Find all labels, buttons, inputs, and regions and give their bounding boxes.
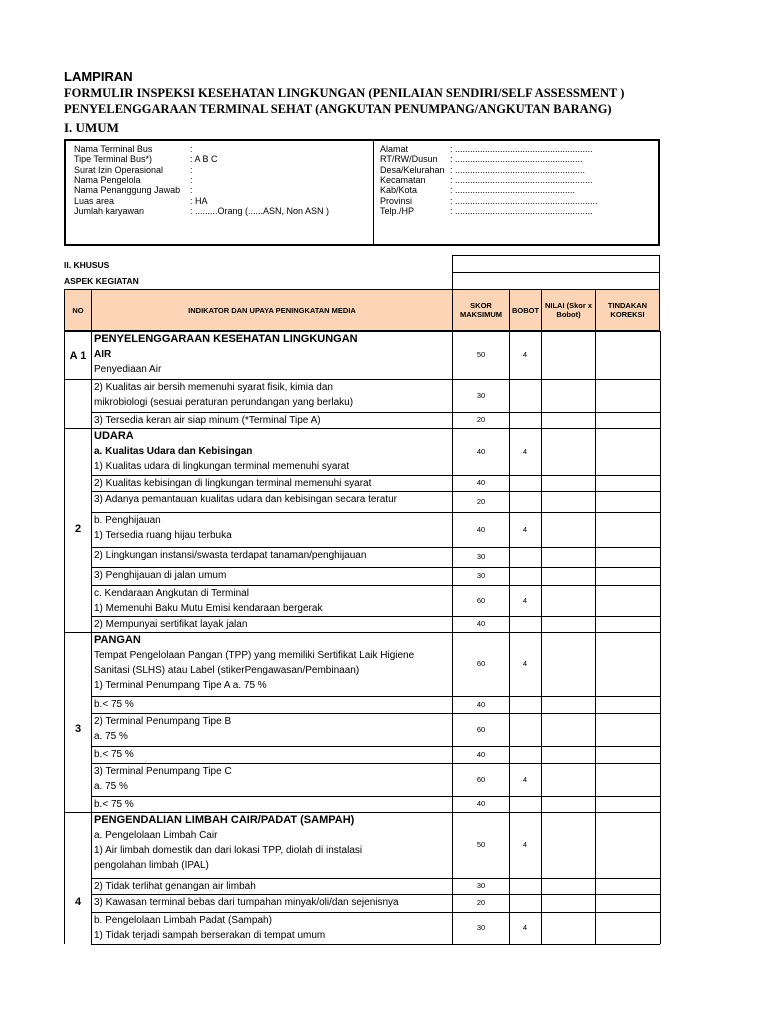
no-group-line [64,331,92,332]
indikator-line: 2) Kualitas air bersih memenuhi syarat fisik, kimia dan [94,382,333,393]
form-title-line2: PENYELENGGARAAN TERMINAL SEHAT (ANGKUTAN PENUMPANG/ANGKUTAN BARANG) [64,102,612,116]
indikator-cell [94,513,232,543]
info-left-value: : .........Orang (......ASN, Non ASN ) [190,205,330,216]
indikator-line: PENGENDALIAN LIMBAH CAIR/PADAT (SAMPAH) [94,814,355,826]
table-row-line [91,796,660,797]
bobot-cell: 4 [522,923,528,932]
header-blank-box-2 [452,272,660,290]
indikator-line: 1) Memenuhi Baku Mutu Emisi kendaraan bergerak [94,603,323,614]
info-left-label: Nama Terminal Bus [74,144,153,154]
info-left-label: Luas area [74,195,115,206]
info-right-value: : .................................................... [450,164,586,175]
skor-cell: 20 [476,496,486,506]
table-column-line [541,331,542,944]
indikator-cell [94,895,399,910]
skor-cell: 30 [476,881,486,890]
indikator-line: a. Pengelolaan Limbah Cair [94,830,218,841]
indikator-line: 1) Kualitas udara di lingkungan terminal memenuhi syarat [94,461,350,472]
indikator-line: 3) Kawasan terminal bebas dari tumpahan minyak/oli/dan sejenisnya [94,897,399,908]
skor-cell: 40 [476,699,486,709]
indikator-cell [94,747,134,762]
no-group-line [64,632,92,633]
no-group-line [64,812,92,813]
indikator-cell [94,413,321,428]
bobot-cell: 4 [522,659,528,668]
info-left-label: Nama Pengelola [74,174,141,185]
col-header-indikator: INDIKATOR DAN UPAYA PENINGKATAN MEDIA [91,289,453,331]
indikator-cell [94,586,322,616]
skor-cell: 30 [476,552,486,561]
indikator-line: b.< 75 % [94,749,134,760]
bobot-cell: 4 [522,774,528,784]
info-left-value: : A B C [190,154,218,165]
skor-cell: 30 [476,923,486,932]
indikator-line: c. Kendaraan Angkutan di Terminal [94,588,249,599]
bobot-cell: 4 [522,350,528,359]
no-group-line [64,428,92,429]
col-header-bobot: BOBOT [509,289,542,331]
indikator-line: 2) Kualitas kebisingan di lingkungan terminal memenuhi syarat [94,478,372,489]
info-left-value: : [190,174,193,185]
skor-cell: 60 [476,595,486,605]
indikator-line: mikrobiologi (sesuai peraturan perundangan yang berlaku) [94,397,354,408]
indikator-cell [94,764,232,794]
indikator-cell [94,797,134,812]
indikator-line: 1) Tidak terjadi sampah berserakan di tempat umum [94,930,326,941]
info-left-label: Jumlah karyawan [74,205,145,216]
skor-cell: 40 [476,749,486,759]
indikator-cell [94,548,366,563]
indikator-cell [94,913,325,943]
skor-cell: 40 [476,478,486,487]
table-column-line [660,331,661,944]
table-column-line [91,331,92,944]
indikator-line: 1) Terminal Penumpang Tipe A a. 75 % [94,680,267,691]
info-right-value: : ....................................................... [450,205,593,216]
info-left-value: : [190,185,193,196]
row-number: A 1 [69,350,87,362]
no-group-line [64,379,92,380]
info-right-value: : ....................................................... [450,174,593,185]
info-left-value: : [190,164,193,175]
skor-cell: 40 [476,524,486,534]
bobot-cell: 4 [522,840,528,849]
indikator-cell [94,568,226,583]
skor-cell: 40 [476,446,486,456]
indikator-line: b. Penghijauan [94,515,161,526]
indikator-line: 3) Tersedia keran air siap minum (*Terminal Tipe A) [94,415,321,426]
form-title-line1: FORMULIR INSPEKSI KESEHATAN LINGKUNGAN (PENILAIAN SENDIRI/SELF ASSESSMENT ) [64,86,625,100]
indikator-cell [94,492,397,507]
indikator-line: Sanitasi (SLHS) atau Label (stikerPengawasan/Pembinaan) [94,665,360,676]
indikator-line: b. Pengelolaan Limbah Padat (Sampah) [94,915,272,926]
indikator-line: Penyediaan Air [94,364,162,375]
info-box-divider [373,141,374,244]
skor-cell: 20 [476,898,486,907]
indikator-line: 3) Adanya pemantauan kualitas udara dan kebisingan secara teratur [94,494,397,505]
indikator-cell [94,332,358,377]
bobot-cell: 4 [522,595,528,605]
info-left-label: Surat Izin Operasional [74,164,164,175]
row-number: 2 [74,522,82,535]
table-column-line [595,331,596,944]
row-number: 4 [74,896,82,908]
col-header-skor: SKOR MAKSIMUM [452,289,510,331]
indikator-cell [94,813,362,873]
skor-cell: 60 [476,774,486,784]
info-right-label: Provinsi [380,195,413,206]
table-column-line [64,331,65,944]
indikator-line: 2) Tidak terlihat genangan air limbah [94,881,256,892]
indikator-line: a. Kualitas Udara dan Kebisingan [94,446,253,457]
info-right-value: : ................................................... [450,154,583,165]
skor-cell: 40 [476,799,486,808]
indikator-cell [94,879,256,894]
info-left-value: : HA [190,195,208,206]
info-right-label: Desa/Kelurahan [380,164,445,175]
lampiran-label: LAMPIRAN [64,69,133,84]
skor-cell: 30 [476,390,486,400]
indikator-cell [94,380,353,410]
info-right-value: : ................................................ [450,185,576,196]
skor-cell: 40 [476,619,486,628]
info-left-label: Nama Penanggung Jawab [74,185,181,196]
indikator-line: 3) Terminal Penumpang Tipe C [94,766,232,777]
indikator-line: UDARA [94,430,134,442]
indikator-line: a. 75 % [94,731,128,742]
bobot-cell: 4 [522,446,528,456]
indikator-line: 2) Terminal Penumpang Tipe B [94,716,232,727]
indikator-line: 1) Tersedia ruang hijau terbuka [94,530,232,541]
indikator-line: 2) Mempunyai sertifikat layak jalan [94,619,248,630]
table-row-line [91,696,660,697]
skor-cell: 20 [476,415,486,424]
info-right-label: Alamat [380,144,409,154]
skor-cell: 50 [476,840,486,849]
indikator-line: b.< 75 % [94,699,134,710]
indikator-line: PENYELENGGARAAN KESEHATAN LINGKUNGAN [94,333,358,345]
indikator-cell [94,633,414,693]
indikator-line: b.< 75 % [94,799,134,810]
col-header-no: NO [64,289,92,331]
indikator-line: 2) Lingkungan instansi/swasta terdapat tanaman/penghijauan [94,550,367,561]
indikator-line: 1) Air limbah domestik dan dari lokasi TPP, diolah di instalasi [94,845,363,856]
table-row-line [91,944,660,945]
row-number: 3 [74,722,82,735]
aspek-kegiatan-heading: ASPEK KEGIATAN [64,276,139,286]
section-umum-heading: I. UMUM [64,120,119,135]
info-right-value: : ....................................................... [450,144,593,154]
skor-cell: 60 [476,659,486,668]
indikator-cell [94,697,134,712]
info-right-label: Kecamatan [380,174,426,185]
info-left-label: Tipe Terminal Bus*) [74,154,153,165]
indikator-line: a. 75 % [94,781,128,792]
indikator-cell [94,429,349,474]
header-blank-box-1 [452,255,660,273]
table-row-line [91,746,660,747]
indikator-line: pengolahan limbah (IPAL) [94,860,209,871]
bobot-cell: 4 [522,524,528,534]
indikator-line: AIR [94,349,112,360]
section-khusus-heading: II. KHUSUS [64,260,110,270]
info-right-label: Telp./HP [380,205,415,216]
skor-cell: 50 [476,350,486,359]
info-right-label: Kab/Kota [380,185,418,196]
indikator-line: 3) Penghijauan di jalan umum [94,570,227,581]
indikator-cell [94,714,231,744]
indikator-line: Tempat Pengelolaan Pangan (TPP) yang memiliki Sertifikat Laik Higiene [94,650,415,661]
info-left-value: : [190,144,193,154]
indikator-line: PANGAN [94,634,141,646]
indikator-cell [94,476,371,491]
skor-cell: 60 [476,724,486,734]
col-header-nilai: NILAI (Skor x Bobot) [541,289,596,331]
skor-cell: 30 [476,571,486,580]
info-right-label: RT/RW/Dusun [380,154,438,165]
col-header-tindakan: TINDAKAN KOREKSI [595,289,660,331]
info-right-value: : ......................................................... [450,195,598,206]
indikator-cell [94,617,247,632]
